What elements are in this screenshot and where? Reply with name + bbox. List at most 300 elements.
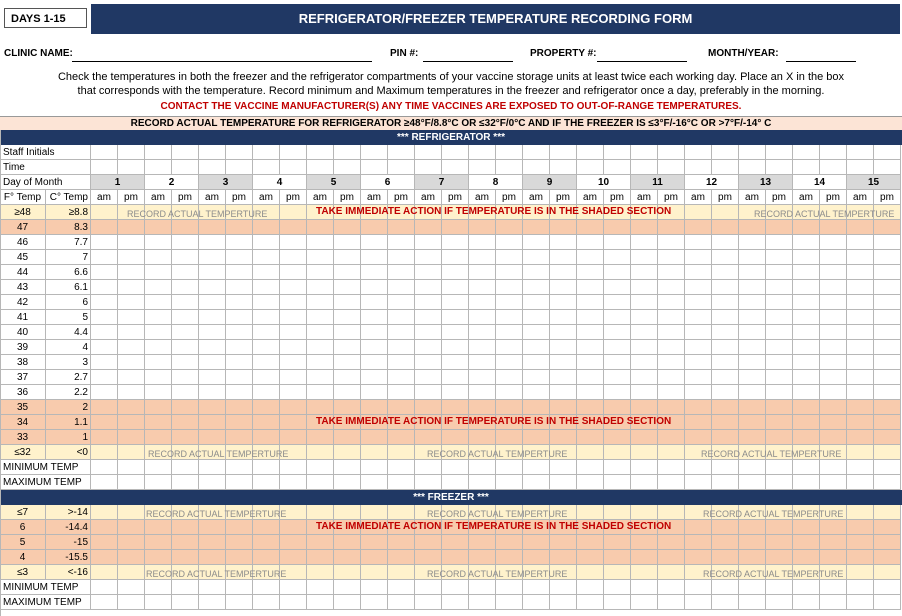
fridge-reading-27[interactable] (793, 235, 820, 250)
fridge-reading-26[interactable] (766, 265, 793, 280)
fridge-reading-28[interactable] (820, 340, 847, 355)
fridge-reading-19[interactable] (577, 280, 604, 295)
fridge-reading-5[interactable] (199, 400, 226, 415)
fridge-reading-8[interactable] (280, 295, 307, 310)
fridge-reading-1[interactable] (91, 205, 118, 220)
freezer-reading-24[interactable] (712, 520, 739, 535)
freezer-reading-6[interactable] (226, 520, 253, 535)
freezer-reading-9[interactable] (307, 535, 334, 550)
fridge-reading-1[interactable] (91, 445, 118, 460)
freezer-reading-19[interactable] (577, 535, 604, 550)
fridge-reading-3[interactable] (145, 250, 172, 265)
fridge-maximum-cell-13[interactable] (415, 475, 442, 490)
fridge-reading-19[interactable] (577, 220, 604, 235)
fridge-minimum-cell-22[interactable] (658, 460, 685, 475)
freezer-minimum-cell-1[interactable] (91, 580, 118, 595)
fridge-reading-16[interactable] (496, 310, 523, 325)
fridge-reading-3[interactable] (145, 445, 172, 460)
fridge-reading-11[interactable] (361, 430, 388, 445)
fridge-reading-5[interactable] (199, 295, 226, 310)
fridge-reading-4[interactable] (172, 250, 199, 265)
fridge-reading-27[interactable] (793, 340, 820, 355)
fridge-reading-12[interactable] (388, 400, 415, 415)
fridge-reading-29[interactable] (847, 325, 874, 340)
time-cell-25[interactable] (739, 160, 766, 175)
fridge-reading-30[interactable] (874, 265, 901, 280)
fridge-reading-5[interactable] (199, 280, 226, 295)
fridge-reading-17[interactable] (523, 250, 550, 265)
fridge-reading-5[interactable] (199, 445, 226, 460)
staff-initials-cell-17[interactable] (523, 145, 550, 160)
freezer-reading-28[interactable] (820, 505, 847, 520)
time-cell-24[interactable] (712, 160, 739, 175)
freezer-maximum-cell-25[interactable] (739, 595, 766, 610)
fridge-reading-28[interactable] (820, 355, 847, 370)
fridge-reading-30[interactable] (874, 280, 901, 295)
fridge-reading-6[interactable] (226, 280, 253, 295)
freezer-reading-13[interactable] (415, 520, 442, 535)
fridge-maximum-cell-23[interactable] (685, 475, 712, 490)
fridge-reading-15[interactable] (469, 430, 496, 445)
fridge-reading-6[interactable] (226, 235, 253, 250)
fridge-reading-28[interactable] (820, 445, 847, 460)
freezer-reading-8[interactable] (280, 565, 307, 580)
freezer-maximum-cell-12[interactable] (388, 595, 415, 610)
fridge-reading-20[interactable] (604, 250, 631, 265)
fridge-reading-3[interactable] (145, 385, 172, 400)
fridge-reading-15[interactable] (469, 340, 496, 355)
fridge-reading-17[interactable] (523, 400, 550, 415)
freezer-reading-3[interactable] (145, 550, 172, 565)
fridge-reading-18[interactable] (550, 430, 577, 445)
staff-initials-cell-29[interactable] (847, 145, 874, 160)
freezer-reading-4[interactable] (172, 520, 199, 535)
fridge-reading-10[interactable] (334, 250, 361, 265)
freezer-minimum-cell-26[interactable] (766, 580, 793, 595)
fridge-reading-9[interactable] (307, 235, 334, 250)
fridge-reading-11[interactable] (361, 310, 388, 325)
fridge-reading-13[interactable] (415, 400, 442, 415)
fridge-reading-2[interactable] (118, 445, 145, 460)
fridge-reading-20[interactable] (604, 355, 631, 370)
fridge-reading-16[interactable] (496, 250, 523, 265)
fridge-reading-6[interactable] (226, 415, 253, 430)
staff-initials-cell-11[interactable] (361, 145, 388, 160)
freezer-reading-9[interactable] (307, 550, 334, 565)
fridge-reading-11[interactable] (361, 220, 388, 235)
fridge-reading-23[interactable] (685, 265, 712, 280)
fridge-reading-25[interactable] (739, 235, 766, 250)
fridge-reading-24[interactable] (712, 280, 739, 295)
freezer-reading-22[interactable] (658, 565, 685, 580)
fridge-reading-19[interactable] (577, 310, 604, 325)
fridge-reading-20[interactable] (604, 295, 631, 310)
fridge-reading-5[interactable] (199, 325, 226, 340)
fridge-reading-5[interactable] (199, 250, 226, 265)
fridge-reading-28[interactable] (820, 280, 847, 295)
fridge-reading-29[interactable] (847, 235, 874, 250)
fridge-reading-9[interactable] (307, 250, 334, 265)
freezer-minimum-cell-19[interactable] (577, 580, 604, 595)
fridge-reading-29[interactable] (847, 265, 874, 280)
fridge-reading-23[interactable] (685, 280, 712, 295)
fridge-reading-22[interactable] (658, 310, 685, 325)
fridge-minimum-cell-2[interactable] (118, 460, 145, 475)
freezer-maximum-cell-16[interactable] (496, 595, 523, 610)
fridge-reading-6[interactable] (226, 445, 253, 460)
freezer-reading-1[interactable] (91, 565, 118, 580)
fridge-reading-28[interactable] (820, 235, 847, 250)
fridge-reading-7[interactable] (253, 430, 280, 445)
freezer-reading-27[interactable] (793, 550, 820, 565)
freezer-reading-27[interactable] (793, 565, 820, 580)
freezer-reading-4[interactable] (172, 550, 199, 565)
fridge-reading-22[interactable] (658, 340, 685, 355)
fridge-reading-7[interactable] (253, 355, 280, 370)
fridge-reading-3[interactable] (145, 280, 172, 295)
fridge-reading-14[interactable] (442, 250, 469, 265)
freezer-reading-22[interactable] (658, 520, 685, 535)
fridge-reading-1[interactable] (91, 340, 118, 355)
freezer-reading-6[interactable] (226, 550, 253, 565)
fridge-reading-9[interactable] (307, 355, 334, 370)
fridge-reading-20[interactable] (604, 205, 631, 220)
fridge-reading-29[interactable] (847, 310, 874, 325)
fridge-reading-6[interactable] (226, 325, 253, 340)
fridge-reading-10[interactable] (334, 370, 361, 385)
freezer-reading-7[interactable] (253, 535, 280, 550)
fridge-reading-5[interactable] (199, 370, 226, 385)
fridge-maximum-cell-8[interactable] (280, 475, 307, 490)
fridge-reading-21[interactable] (631, 400, 658, 415)
fridge-reading-15[interactable] (469, 445, 496, 460)
fridge-reading-6[interactable] (226, 385, 253, 400)
fridge-reading-8[interactable] (280, 385, 307, 400)
fridge-maximum-cell-30[interactable] (874, 475, 901, 490)
fridge-minimum-cell-10[interactable] (334, 460, 361, 475)
fridge-reading-11[interactable] (361, 355, 388, 370)
time-cell-18[interactable] (550, 160, 577, 175)
fridge-reading-3[interactable] (145, 205, 172, 220)
freezer-reading-7[interactable] (253, 520, 280, 535)
fridge-reading-12[interactable] (388, 340, 415, 355)
freezer-reading-5[interactable] (199, 520, 226, 535)
fridge-reading-19[interactable] (577, 430, 604, 445)
staff-initials-cell-14[interactable] (442, 145, 469, 160)
freezer-reading-19[interactable] (577, 565, 604, 580)
fridge-reading-19[interactable] (577, 235, 604, 250)
fridge-reading-9[interactable] (307, 400, 334, 415)
fridge-reading-21[interactable] (631, 235, 658, 250)
fridge-reading-29[interactable] (847, 415, 874, 430)
freezer-reading-18[interactable] (550, 520, 577, 535)
freezer-reading-26[interactable] (766, 535, 793, 550)
time-cell-3[interactable] (145, 160, 172, 175)
fridge-reading-5[interactable] (199, 310, 226, 325)
fridge-reading-4[interactable] (172, 370, 199, 385)
freezer-reading-20[interactable] (604, 505, 631, 520)
fridge-reading-23[interactable] (685, 400, 712, 415)
fridge-reading-25[interactable] (739, 430, 766, 445)
fridge-reading-17[interactable] (523, 340, 550, 355)
fridge-reading-12[interactable] (388, 265, 415, 280)
fridge-reading-15[interactable] (469, 250, 496, 265)
fridge-reading-4[interactable] (172, 400, 199, 415)
fridge-reading-20[interactable] (604, 430, 631, 445)
fridge-reading-7[interactable] (253, 325, 280, 340)
fridge-reading-26[interactable] (766, 295, 793, 310)
fridge-reading-3[interactable] (145, 220, 172, 235)
freezer-maximum-cell-4[interactable] (172, 595, 199, 610)
fridge-reading-11[interactable] (361, 415, 388, 430)
fridge-reading-12[interactable] (388, 445, 415, 460)
fridge-reading-21[interactable] (631, 325, 658, 340)
freezer-reading-2[interactable] (118, 565, 145, 580)
fridge-reading-20[interactable] (604, 220, 631, 235)
fridge-reading-2[interactable] (118, 340, 145, 355)
freezer-reading-16[interactable] (496, 520, 523, 535)
freezer-minimum-cell-24[interactable] (712, 580, 739, 595)
fridge-reading-19[interactable] (577, 250, 604, 265)
fridge-reading-19[interactable] (577, 205, 604, 220)
fridge-reading-15[interactable] (469, 370, 496, 385)
time-cell-23[interactable] (685, 160, 712, 175)
fridge-reading-5[interactable] (199, 205, 226, 220)
fridge-reading-30[interactable] (874, 445, 901, 460)
fridge-reading-14[interactable] (442, 295, 469, 310)
fridge-reading-11[interactable] (361, 400, 388, 415)
time-cell-19[interactable] (577, 160, 604, 175)
fridge-reading-25[interactable] (739, 250, 766, 265)
fridge-reading-17[interactable] (523, 235, 550, 250)
freezer-minimum-cell-18[interactable] (550, 580, 577, 595)
fridge-reading-27[interactable] (793, 355, 820, 370)
fridge-reading-17[interactable] (523, 445, 550, 460)
freezer-reading-5[interactable] (199, 550, 226, 565)
fridge-reading-14[interactable] (442, 310, 469, 325)
fridge-reading-8[interactable] (280, 400, 307, 415)
fridge-reading-25[interactable] (739, 310, 766, 325)
fridge-reading-25[interactable] (739, 280, 766, 295)
fridge-reading-2[interactable] (118, 205, 145, 220)
fridge-reading-3[interactable] (145, 355, 172, 370)
fridge-reading-12[interactable] (388, 430, 415, 445)
fridge-reading-10[interactable] (334, 280, 361, 295)
fridge-reading-8[interactable] (280, 340, 307, 355)
freezer-reading-10[interactable] (334, 550, 361, 565)
fridge-reading-29[interactable] (847, 445, 874, 460)
fridge-reading-21[interactable] (631, 385, 658, 400)
time-cell-30[interactable] (874, 160, 901, 175)
fridge-reading-12[interactable] (388, 415, 415, 430)
fridge-maximum-cell-16[interactable] (496, 475, 523, 490)
fridge-reading-13[interactable] (415, 220, 442, 235)
fridge-reading-26[interactable] (766, 370, 793, 385)
fridge-reading-2[interactable] (118, 295, 145, 310)
fridge-reading-25[interactable] (739, 325, 766, 340)
fridge-reading-6[interactable] (226, 205, 253, 220)
fridge-reading-1[interactable] (91, 265, 118, 280)
fridge-reading-11[interactable] (361, 325, 388, 340)
fridge-reading-5[interactable] (199, 235, 226, 250)
freezer-reading-2[interactable] (118, 535, 145, 550)
freezer-minimum-cell-11[interactable] (361, 580, 388, 595)
freezer-reading-5[interactable] (199, 565, 226, 580)
fridge-reading-12[interactable] (388, 250, 415, 265)
time-cell-7[interactable] (253, 160, 280, 175)
fridge-reading-27[interactable] (793, 400, 820, 415)
fridge-reading-1[interactable] (91, 250, 118, 265)
freezer-reading-26[interactable] (766, 520, 793, 535)
freezer-reading-3[interactable] (145, 565, 172, 580)
fridge-maximum-cell-24[interactable] (712, 475, 739, 490)
fridge-reading-22[interactable] (658, 445, 685, 460)
freezer-minimum-cell-25[interactable] (739, 580, 766, 595)
freezer-reading-1[interactable] (91, 535, 118, 550)
fridge-maximum-cell-14[interactable] (442, 475, 469, 490)
fridge-reading-22[interactable] (658, 415, 685, 430)
fridge-reading-15[interactable] (469, 400, 496, 415)
fridge-reading-3[interactable] (145, 400, 172, 415)
fridge-reading-14[interactable] (442, 445, 469, 460)
fridge-reading-2[interactable] (118, 265, 145, 280)
fridge-reading-23[interactable] (685, 445, 712, 460)
fridge-reading-3[interactable] (145, 340, 172, 355)
fridge-reading-25[interactable] (739, 385, 766, 400)
freezer-reading-17[interactable] (523, 535, 550, 550)
fridge-reading-4[interactable] (172, 220, 199, 235)
freezer-reading-27[interactable] (793, 505, 820, 520)
fridge-reading-8[interactable] (280, 220, 307, 235)
fridge-reading-26[interactable] (766, 325, 793, 340)
fridge-reading-22[interactable] (658, 325, 685, 340)
freezer-reading-16[interactable] (496, 535, 523, 550)
fridge-reading-1[interactable] (91, 295, 118, 310)
fridge-reading-9[interactable] (307, 295, 334, 310)
fridge-reading-23[interactable] (685, 430, 712, 445)
time-cell-28[interactable] (820, 160, 847, 175)
freezer-reading-30[interactable] (874, 535, 901, 550)
time-cell-10[interactable] (334, 160, 361, 175)
fridge-reading-10[interactable] (334, 445, 361, 460)
fridge-maximum-cell-9[interactable] (307, 475, 334, 490)
fridge-reading-30[interactable] (874, 220, 901, 235)
freezer-reading-11[interactable] (361, 505, 388, 520)
freezer-reading-27[interactable] (793, 520, 820, 535)
fridge-reading-14[interactable] (442, 205, 469, 220)
fridge-reading-22[interactable] (658, 430, 685, 445)
freezer-maximum-cell-24[interactable] (712, 595, 739, 610)
fridge-reading-7[interactable] (253, 310, 280, 325)
fridge-reading-20[interactable] (604, 370, 631, 385)
fridge-reading-30[interactable] (874, 295, 901, 310)
fridge-reading-4[interactable] (172, 295, 199, 310)
staff-initials-cell-26[interactable] (766, 145, 793, 160)
fridge-reading-9[interactable] (307, 430, 334, 445)
freezer-reading-13[interactable] (415, 565, 442, 580)
fridge-reading-1[interactable] (91, 280, 118, 295)
fridge-reading-10[interactable] (334, 325, 361, 340)
fridge-reading-16[interactable] (496, 400, 523, 415)
time-cell-20[interactable] (604, 160, 631, 175)
fridge-reading-13[interactable] (415, 280, 442, 295)
freezer-reading-16[interactable] (496, 565, 523, 580)
fridge-reading-22[interactable] (658, 250, 685, 265)
fridge-reading-28[interactable] (820, 325, 847, 340)
fridge-reading-7[interactable] (253, 400, 280, 415)
fridge-minimum-cell-26[interactable] (766, 460, 793, 475)
fridge-reading-11[interactable] (361, 250, 388, 265)
fridge-reading-29[interactable] (847, 430, 874, 445)
fridge-reading-18[interactable] (550, 400, 577, 415)
fridge-reading-12[interactable] (388, 385, 415, 400)
freezer-maximum-cell-29[interactable] (847, 595, 874, 610)
fridge-reading-29[interactable] (847, 370, 874, 385)
fridge-reading-27[interactable] (793, 295, 820, 310)
time-cell-4[interactable] (172, 160, 199, 175)
fridge-reading-12[interactable] (388, 220, 415, 235)
fridge-reading-16[interactable] (496, 325, 523, 340)
fridge-maximum-cell-4[interactable] (172, 475, 199, 490)
fridge-maximum-cell-19[interactable] (577, 475, 604, 490)
fridge-maximum-cell-22[interactable] (658, 475, 685, 490)
fridge-reading-25[interactable] (739, 415, 766, 430)
fridge-reading-17[interactable] (523, 385, 550, 400)
fridge-reading-11[interactable] (361, 295, 388, 310)
freezer-reading-23[interactable] (685, 535, 712, 550)
freezer-minimum-cell-28[interactable] (820, 580, 847, 595)
fridge-reading-26[interactable] (766, 430, 793, 445)
fridge-reading-11[interactable] (361, 280, 388, 295)
fridge-reading-19[interactable] (577, 445, 604, 460)
fridge-reading-11[interactable] (361, 205, 388, 220)
freezer-maximum-cell-3[interactable] (145, 595, 172, 610)
fridge-reading-7[interactable] (253, 250, 280, 265)
fridge-reading-26[interactable] (766, 310, 793, 325)
freezer-minimum-cell-6[interactable] (226, 580, 253, 595)
freezer-reading-2[interactable] (118, 550, 145, 565)
freezer-reading-18[interactable] (550, 505, 577, 520)
freezer-reading-6[interactable] (226, 535, 253, 550)
fridge-reading-6[interactable] (226, 370, 253, 385)
fridge-reading-16[interactable] (496, 295, 523, 310)
fridge-reading-18[interactable] (550, 280, 577, 295)
fridge-reading-3[interactable] (145, 325, 172, 340)
freezer-reading-7[interactable] (253, 550, 280, 565)
time-cell-12[interactable] (388, 160, 415, 175)
fridge-reading-6[interactable] (226, 295, 253, 310)
fridge-reading-23[interactable] (685, 325, 712, 340)
fridge-reading-9[interactable] (307, 205, 334, 220)
fridge-reading-13[interactable] (415, 355, 442, 370)
freezer-maximum-cell-2[interactable] (118, 595, 145, 610)
fridge-reading-4[interactable] (172, 355, 199, 370)
freezer-reading-28[interactable] (820, 565, 847, 580)
fridge-reading-16[interactable] (496, 385, 523, 400)
fridge-reading-12[interactable] (388, 235, 415, 250)
fridge-maximum-cell-29[interactable] (847, 475, 874, 490)
fridge-reading-30[interactable] (874, 385, 901, 400)
freezer-maximum-cell-13[interactable] (415, 595, 442, 610)
fridge-reading-7[interactable] (253, 220, 280, 235)
freezer-reading-23[interactable] (685, 550, 712, 565)
fridge-reading-18[interactable] (550, 415, 577, 430)
fridge-reading-24[interactable] (712, 310, 739, 325)
freezer-reading-21[interactable] (631, 520, 658, 535)
fridge-reading-24[interactable] (712, 205, 739, 220)
freezer-minimum-cell-22[interactable] (658, 580, 685, 595)
fridge-reading-14[interactable] (442, 265, 469, 280)
